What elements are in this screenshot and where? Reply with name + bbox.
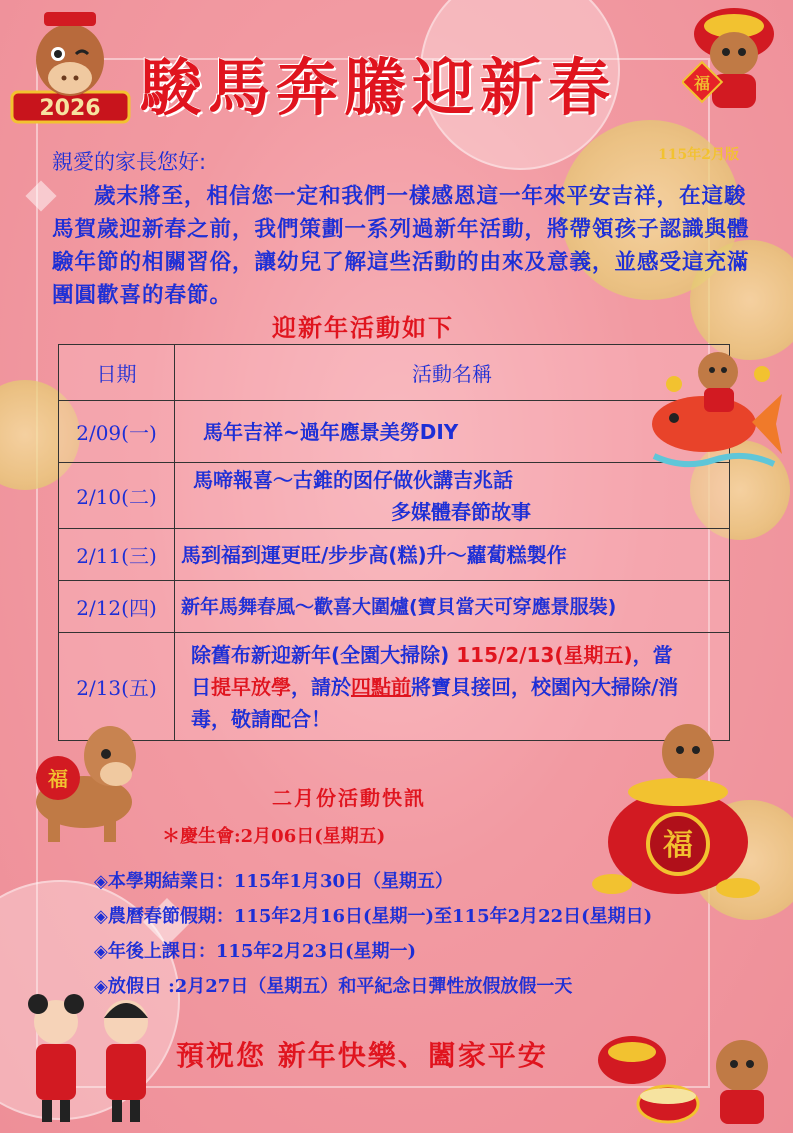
list-item: ◈放假日 :2月27日（星期五）和平紀念日彈性放假放假一天 [94,976,573,997]
lion-dance-icon [682,4,787,114]
birthday-event: ＊慶生會:2月06日(星期五) [162,826,386,847]
table-row [59,401,730,463]
activity-line: 多媒體春節故事 [391,499,531,524]
col-header-date: 日期 [59,345,175,401]
activity-date: 2/09(一) [59,401,175,463]
early-dismissal-highlight: 提早放學 [211,674,291,699]
news-heading: 二月份活動快訊 [272,786,426,810]
children-icon [16,992,166,1127]
table-row [59,529,730,581]
news-list [94,864,652,1004]
table-header-row [59,345,730,401]
fu-char: 福 [663,828,693,863]
new-year-wish: 預祝您 新年快樂、闔家平安 [176,1039,548,1072]
koi-fish-icon [644,344,784,474]
activity-text: ，當日 [191,642,673,699]
activity-text: 除舊布新迎新年(全園大掃除) [191,642,457,667]
list-item: ◈農曆春節假期：115年2月16日(星期一)至115年2月22日(星期日) [94,906,653,927]
page-title: 駿馬奔騰迎新春 [140,51,617,124]
col-header-name: 活動名稱 [175,345,730,401]
activity-date: 2/11(三) [59,529,175,581]
letter-body: 歲末將至，相信您一定和我們一樣感恩這一年來平安吉祥，在這駿馬賀歲迎新春之前，我們策劃一系列過新年活動，將帶領孩子認識與體驗年節的相關習俗，讓幼兒了解這些活動的由來及意義，並感受這充滿團圓歡喜的春節。 [52,184,750,308]
fu-char: 福 [48,767,68,791]
version-label: 115年2月版 [658,147,739,163]
pickup-time-highlight: 四點前 [351,674,411,699]
activity-date: 2/13(五) [59,633,175,741]
activity-date: 2/12(四) [59,581,175,633]
fu-char: 福 [693,74,711,93]
activity-name: 馬年吉祥~過年應景美勞DIY [175,401,730,463]
activities-heading: 迎新年活動如下 [272,314,454,342]
activity-text: 將寶貝接回，校園內大掃除/消毒，敬請配合！ [191,674,679,731]
activity-table [58,344,730,741]
activity-line: 馬啼報喜～古錐的囡仔做伙講吉兆話 [193,467,513,492]
list-item: ◈年後上課日：115年2月23日(星期一) [94,941,417,962]
activity-name: 新年馬舞春風～歡喜大圍爐(寶貝當天可穿應景服裝) [175,581,730,633]
table-row [59,581,730,633]
list-item: ◈本學期結業日：115年1月30日（星期五） [94,871,453,892]
horse-mascot-icon [8,4,133,129]
letter-greeting: 親愛的家長您好: [52,150,207,174]
table-row [59,463,730,529]
activity-date-highlight: 115/2/13(星期五) [456,642,633,667]
activity-text: ，請於 [291,674,351,699]
horse-mascot-icon [14,716,149,846]
year-badge-text: 2026 [39,96,101,121]
drum-icon [592,1020,787,1130]
activity-date: 2/10(二) [59,463,175,529]
activity-name: 馬到福到運更旺/步步高(糕)升～蘿蔔糕製作 [175,529,730,581]
